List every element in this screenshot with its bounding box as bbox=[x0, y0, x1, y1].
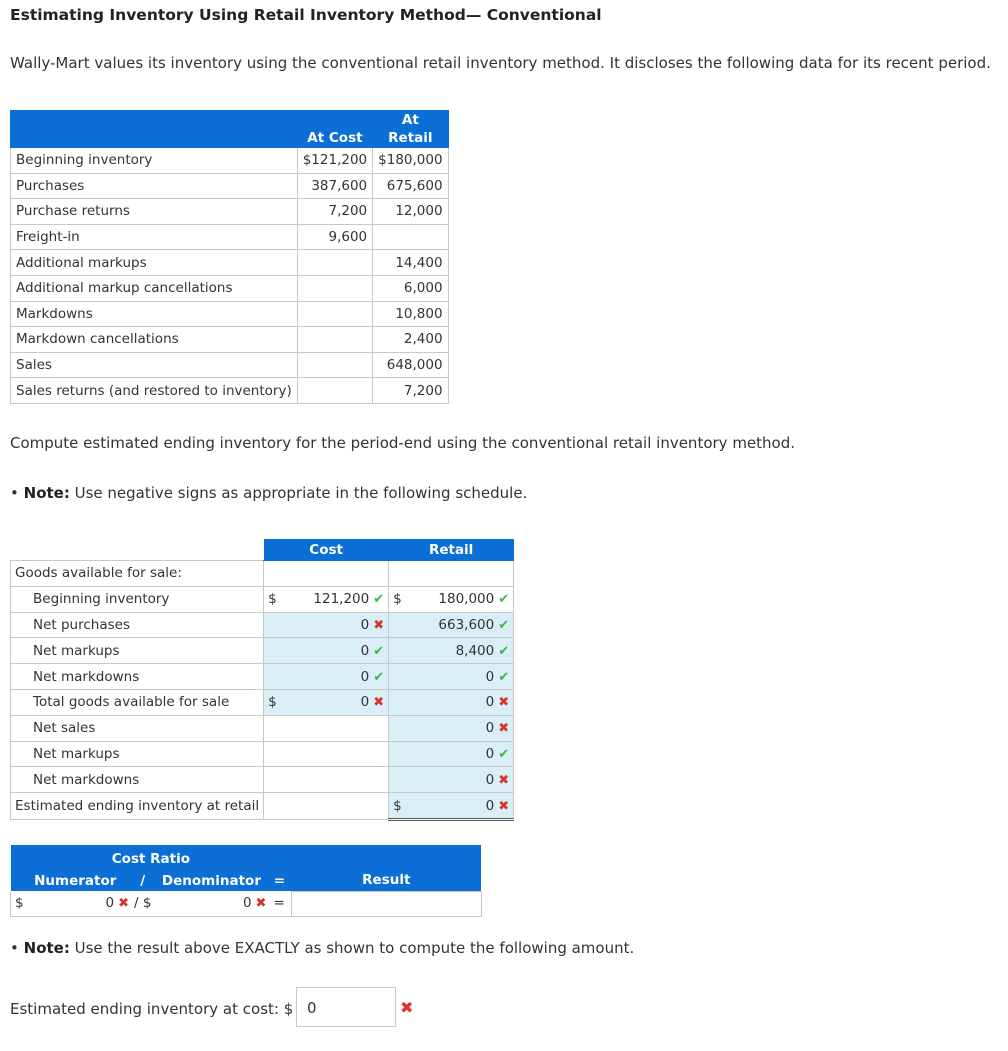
table-row: Net markdowns 0 ✔ 0 ✔ bbox=[11, 664, 514, 690]
table-row: Net markups 0 ✔ 8,400 ✔ bbox=[11, 638, 514, 664]
net-markups-2-retail-input[interactable]: 0 ✔ bbox=[411, 741, 514, 767]
net-purchases-cost-input[interactable]: 0 ✖ bbox=[286, 612, 389, 638]
ending-inventory-retail-input[interactable]: 0 ✖ bbox=[411, 793, 514, 820]
table-row: Sales 648,000 bbox=[11, 352, 449, 378]
net-purchases-retail-input[interactable]: 663,600 ✔ bbox=[411, 612, 514, 638]
table-row: Markdown cancellations 2,400 bbox=[11, 327, 449, 353]
net-markdowns-2-retail-input[interactable]: 0 ✖ bbox=[411, 767, 514, 793]
cross-icon: ✖ bbox=[373, 617, 385, 633]
estimated-cost-label: Estimated ending inventory at cost: $ bbox=[10, 1000, 294, 1018]
net-markups-retail-input[interactable]: 8,400 ✔ bbox=[411, 638, 514, 664]
result-header: Result bbox=[291, 870, 481, 891]
table-row: Net sales 0 ✖ bbox=[11, 715, 514, 741]
table-row: Markdowns 10,800 bbox=[11, 301, 449, 327]
check-icon: ✔ bbox=[498, 746, 510, 762]
blank-header bbox=[11, 111, 298, 148]
net-markups-cost-input[interactable]: 0 ✔ bbox=[286, 638, 389, 664]
cross-icon: ✖ bbox=[118, 896, 129, 912]
cost-ratio-table: Cost Ratio Numerator / Denominator = Result $ 0 ✖ / $ 0 ✖ = bbox=[10, 845, 482, 917]
check-icon: ✔ bbox=[498, 669, 510, 685]
cross-icon: ✖ bbox=[498, 695, 510, 711]
table-row: Total goods available for sale $ 0 ✖ 0 ✖ bbox=[11, 689, 514, 715]
numerator-input[interactable]: 0 ✖ bbox=[30, 891, 130, 916]
estimated-cost-input[interactable]: 0 bbox=[296, 987, 396, 1027]
net-sales-retail-input[interactable]: 0 ✖ bbox=[411, 715, 514, 741]
section-row: Goods available for sale: bbox=[11, 561, 514, 587]
table-row: Freight-in 9,600 bbox=[11, 224, 449, 250]
net-markdowns-retail-input[interactable]: 0 ✔ bbox=[411, 664, 514, 690]
cross-icon: ✖ bbox=[498, 798, 510, 814]
result-input[interactable] bbox=[291, 891, 481, 916]
header-at-retail: At Retail bbox=[373, 111, 448, 148]
total-goods-cost-input[interactable]: 0 ✖ bbox=[286, 689, 389, 715]
header-at-cost: At Cost bbox=[297, 111, 372, 148]
table-row: Net markdowns 0 ✖ bbox=[11, 767, 514, 793]
table-row: Additional markup cancellations 6,000 bbox=[11, 275, 449, 301]
cost-ratio-header: Cost Ratio bbox=[11, 845, 292, 870]
table-row: Net purchases 0 ✖ 663,600 ✔ bbox=[11, 612, 514, 638]
beginning-inventory-cost-input[interactable]: 121,200 ✔ bbox=[286, 586, 389, 612]
numerator-header: Numerator bbox=[11, 870, 131, 891]
note-1: • Note: Use negative signs as appropriate in the following schedule. bbox=[10, 484, 528, 502]
table-row: Net markups 0 ✔ bbox=[11, 741, 514, 767]
schedule-table bbox=[10, 539, 514, 821]
table-row: Beginning inventory $121,200 $180,000 bbox=[11, 148, 449, 174]
check-icon: ✔ bbox=[498, 592, 510, 608]
denominator-header: Denominator bbox=[155, 870, 267, 891]
check-icon: ✔ bbox=[373, 592, 385, 608]
cross-icon: ✖ bbox=[400, 998, 414, 1017]
beginning-inventory-retail-input[interactable]: 180,000 ✔ bbox=[411, 586, 514, 612]
instruction-text: Compute estimated ending inventory for the period-end using the conventional retail inventory method. bbox=[10, 434, 796, 452]
check-icon: ✔ bbox=[498, 643, 510, 659]
check-icon: ✔ bbox=[373, 643, 385, 659]
blank-header bbox=[11, 540, 264, 561]
cross-icon: ✖ bbox=[373, 695, 385, 711]
check-icon: ✔ bbox=[498, 617, 510, 633]
table-row: Sales returns (and restored to inventory) 7,200 bbox=[11, 378, 449, 404]
header-cost: Cost bbox=[264, 540, 389, 561]
note-2: • Note: Use the result above EXACTLY as shown to compute the following amount. bbox=[10, 939, 635, 957]
intro-text: Wally-Mart values its inventory using the conventional retail inventory method. It discloses the following data for its recent period. bbox=[10, 54, 991, 72]
page-title: Estimating Inventory Using Retail Inventory Method— Conventional bbox=[10, 6, 602, 24]
cross-icon: ✖ bbox=[255, 896, 267, 912]
table-row: Purchase returns 7,200 12,000 bbox=[11, 199, 449, 225]
table-row: Purchases 387,600 675,600 bbox=[11, 173, 449, 199]
table-row: Additional markups 14,400 bbox=[11, 250, 449, 276]
denominator-input[interactable]: 0 ✖ bbox=[155, 891, 267, 916]
table-row: Estimated ending inventory at retail $ 0 ✖ bbox=[11, 793, 514, 820]
header-retail: Retail bbox=[389, 540, 514, 561]
inventory-data-table bbox=[10, 110, 449, 404]
table-row: Beginning inventory $ 121,200 ✔ $ 180,000 ✔ bbox=[11, 586, 514, 612]
check-icon: ✔ bbox=[373, 669, 385, 685]
cross-icon: ✖ bbox=[498, 772, 510, 788]
total-goods-retail-input[interactable]: 0 ✖ bbox=[411, 689, 514, 715]
net-markdowns-cost-input[interactable]: 0 ✔ bbox=[286, 664, 389, 690]
cross-icon: ✖ bbox=[498, 721, 510, 737]
